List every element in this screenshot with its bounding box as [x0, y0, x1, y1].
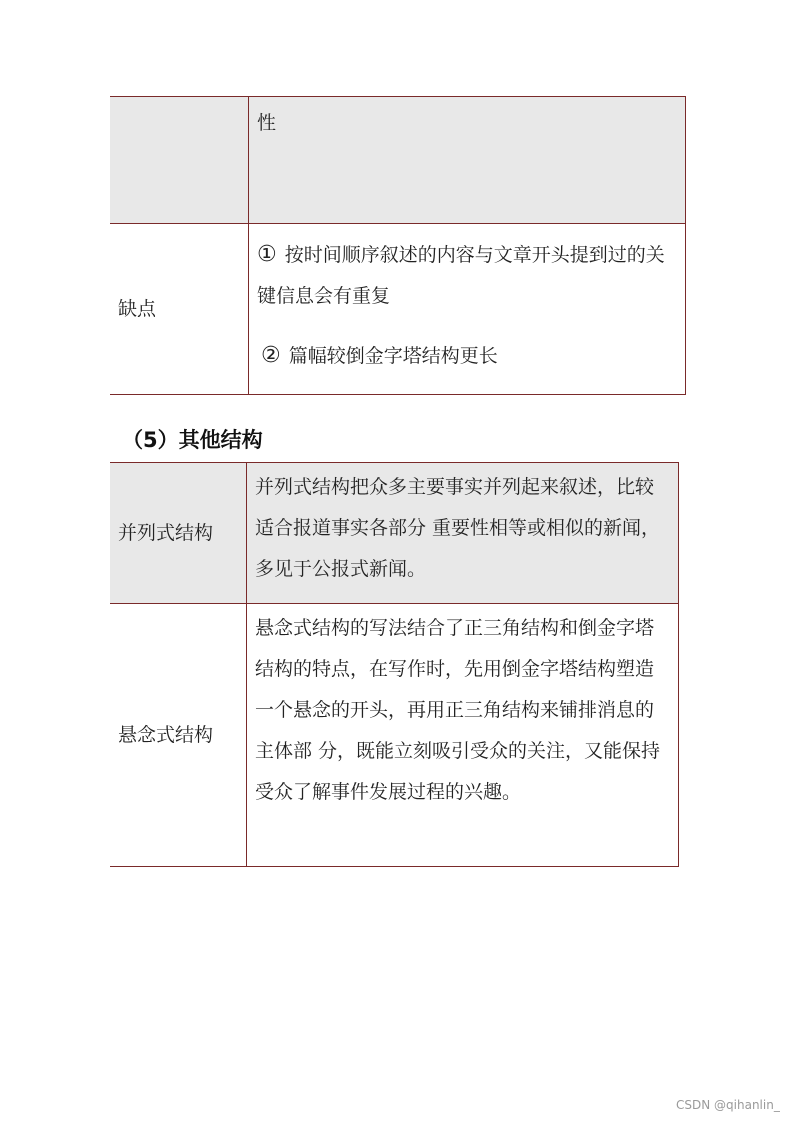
- list-item-text: 篇幅较倒金字塔结构更长: [288, 345, 498, 367]
- table-row: [110, 224, 686, 395]
- structure-label: 悬念式结构: [110, 604, 247, 867]
- table-cell-content: 性: [249, 97, 686, 224]
- comparison-table: [110, 96, 686, 395]
- table-row: [110, 97, 686, 224]
- circled-number-marker: ①: [257, 242, 277, 267]
- list-item: [257, 335, 677, 377]
- structure-description: 并列式结构把众多主要事实并列起来叙述，比较适合报道事实各部分 重要性相等或相似的新闻，多见于公报式新闻。: [247, 463, 679, 604]
- structure-description: 悬念式结构的写法结合了正三角结构和倒金字塔结构的特点，在写作时，先用倒金字塔结构塑造一个悬念的开头，再用正三角结构来铺排消息的主体部 分，既能立刻吸引受众的关注，又能保持受众了解事件发展过程的兴趣。: [247, 604, 679, 867]
- structure-table: [110, 462, 679, 867]
- disadvantage-content: [249, 224, 686, 395]
- circled-number-marker: ②: [261, 343, 281, 368]
- list-item-text: 按时间顺序叙述的内容与文章开头提到过的关键信息会有重复: [257, 244, 665, 307]
- structure-label: 并列式结构: [110, 463, 247, 604]
- section-heading: （5）其他结构: [122, 428, 263, 452]
- list-item: [257, 234, 677, 317]
- table-row: [110, 463, 679, 604]
- table-row: [110, 604, 679, 867]
- watermark: CSDN @qihanlin_: [676, 1098, 780, 1112]
- table-cell-label: [110, 97, 249, 224]
- disadvantage-label: 缺点: [110, 224, 249, 395]
